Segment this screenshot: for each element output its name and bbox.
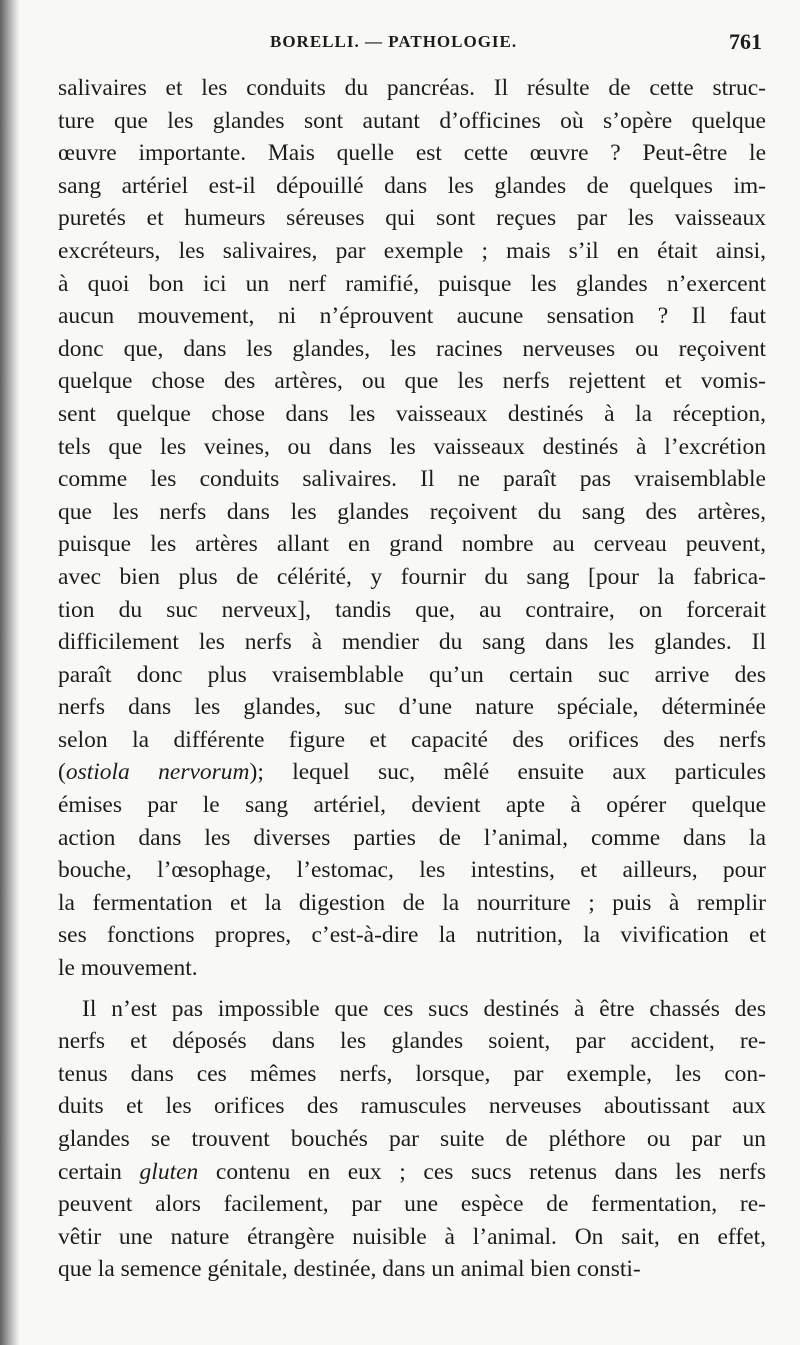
text-run: avec bien plus de célérité, y fournir du sang [pour la fabrica- <box>58 563 766 590</box>
text-line <box>58 1123 766 1156</box>
text-line <box>58 365 766 398</box>
text-run: puisque les artères allant en grand nombre au cerveau peuvent, <box>58 531 766 558</box>
text-run: le mouvement. <box>58 955 198 982</box>
text-run: sent quelque chose dans les vaisseaux destinés à la réception, <box>58 400 766 427</box>
body-text <box>58 72 766 1286</box>
text-run: peuvent alors facilement, par une espèce de fermentation, re- <box>58 1191 766 1218</box>
text-line <box>58 268 766 301</box>
text-line <box>58 887 766 920</box>
running-head: BORELLI. — PATHOLOGIE. <box>270 32 518 51</box>
text-line <box>58 1221 766 1254</box>
text-line <box>58 561 766 594</box>
text-run: contenu en eux ; ces sucs retenus dans les nerfs <box>198 1158 766 1185</box>
text-run: œuvre importante. Mais quelle est cette œuvre ? Peut-être le <box>58 140 766 167</box>
text-run: ses fonctions propres, c’est-à-dire la nutrition, la vivification et <box>58 922 766 949</box>
italic-text: ostiola nervorum <box>65 759 250 786</box>
text-run: que la semence génitale, destinée, dans un animal bien consti- <box>58 1256 641 1283</box>
text-line <box>58 528 766 561</box>
text-run: à quoi bon ici un nerf ramifié, puisque les glandes n’exercent <box>58 270 766 297</box>
binding-shadow <box>0 0 20 1345</box>
text-line <box>58 463 766 496</box>
page-header <box>0 29 800 62</box>
text-run: tenus dans ces mêmes nerfs, lorsque, par exemple, les con- <box>58 1060 766 1087</box>
text-line <box>58 1090 766 1123</box>
text-line <box>58 789 766 822</box>
text-run: puretés et humeurs séreuses qui sont reçues par les vaisseaux <box>58 205 766 232</box>
text-line <box>58 952 766 985</box>
text-line <box>58 993 766 1026</box>
italic-text: gluten <box>139 1158 199 1185</box>
text-run: la fermentation et la digestion de la nourriture ; puis à remplir <box>58 889 766 916</box>
text-line <box>58 756 766 789</box>
text-line <box>58 626 766 659</box>
text-line <box>58 1058 766 1091</box>
text-run: certain <box>58 1158 140 1185</box>
text-run: selon la différente figure et capacité des orifices des nerfs <box>58 726 766 753</box>
text-run: excréteurs, les salivaires, par exemple ; mais s’il en était ainsi, <box>58 237 766 264</box>
text-line <box>58 659 766 692</box>
text-line <box>58 105 766 138</box>
text-run: bouche, l’œsophage, l’estomac, les intestins, et ailleurs, pour <box>58 857 766 884</box>
paragraph <box>58 72 766 985</box>
text-run: aucun mouvement, ni n’éprouvent aucune sensation ? Il faut <box>58 303 766 330</box>
text-line <box>58 1253 766 1286</box>
text-line <box>58 137 766 170</box>
text-line <box>58 300 766 333</box>
page-number: 761 <box>729 29 762 54</box>
text-line <box>58 170 766 203</box>
paragraph-gap <box>58 985 766 993</box>
text-line <box>58 724 766 757</box>
text-line <box>58 854 766 887</box>
text-line <box>58 431 766 464</box>
text-line <box>58 1025 766 1058</box>
text-line <box>58 333 766 366</box>
paragraph <box>58 993 766 1286</box>
text-run: salivaires et les conduits du pancréas. Il résulte de cette struc- <box>58 75 766 101</box>
text-line <box>58 822 766 855</box>
text-run: nerfs et déposés dans les glandes soient, par accident, re- <box>58 1028 766 1055</box>
text-run: difficilement les nerfs à mendier du sang dans les glandes. Il <box>58 629 766 656</box>
text-line <box>58 691 766 724</box>
text-run: quelque chose des artères, ou que les nerfs rejettent et vomis- <box>58 368 766 395</box>
text-line <box>58 1156 766 1189</box>
text-line <box>58 398 766 431</box>
text-run: ( <box>58 759 66 786</box>
text-run: sang artériel est-il dépouillé dans les glandes de quelques im- <box>58 172 766 199</box>
text-line <box>58 235 766 268</box>
text-run: tion du suc nerveux], tandis que, au contraire, on forcerait <box>58 596 766 623</box>
text-run: Il n’est pas impossible que ces sucs destinés à être chassés des <box>82 995 766 1022</box>
text-run: comme les conduits salivaires. Il ne paraît pas vraisemblable <box>58 466 766 493</box>
text-run: ); lequel suc, mêlé ensuite aux particules <box>249 759 766 786</box>
text-line <box>58 1188 766 1221</box>
text-line <box>58 202 766 235</box>
text-run: ture que les glandes sont autant d’officines où s’opère quelque <box>58 107 766 134</box>
text-run: action dans les diverses parties de l’animal, comme dans la <box>58 824 766 851</box>
text-run: émises par le sang artériel, devient apte à opérer quelque <box>58 792 766 819</box>
text-run: duits et les orifices des ramuscules nerveuses aboutissant aux <box>58 1093 766 1120</box>
text-run: glandes se trouvent bouchés par suite de pléthore ou par un <box>58 1126 766 1152</box>
text-line <box>58 919 766 952</box>
text-run: donc que, dans les glandes, les racines nerveuses ou reçoivent <box>58 335 766 362</box>
text-run: tels que les veines, ou dans les vaisseaux destinés à l’excrétion <box>58 433 766 460</box>
text-line <box>58 72 766 105</box>
text-run: que les nerfs dans les glandes reçoivent du sang des artères, <box>58 498 766 525</box>
text-line <box>58 496 766 529</box>
text-line <box>58 594 766 627</box>
text-run: nerfs dans les glandes, suc d’une nature spéciale, déterminée <box>58 694 766 721</box>
text-run: paraît donc plus vraisemblable qu’un certain suc arrive des <box>58 661 766 688</box>
text-run: vêtir une nature étrangère nuisible à l’animal. On sait, en effet, <box>58 1223 766 1250</box>
